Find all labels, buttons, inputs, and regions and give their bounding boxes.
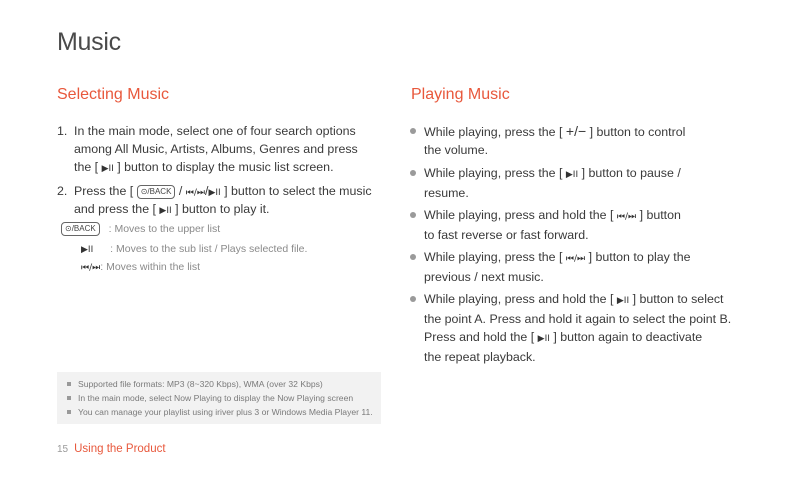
sub-item-back [61, 222, 220, 236]
item-text: resume. [424, 186, 469, 200]
step-2-number: 2. [57, 184, 68, 198]
item-text: ] button to select [632, 292, 724, 306]
slash: / [205, 184, 209, 198]
prev-next-icon: ⏮/⏭ [81, 263, 101, 273]
step-1-text-a: the [ [74, 160, 99, 174]
bullet-icon [410, 212, 416, 218]
sub-item-text: : Moves within the list [100, 261, 201, 273]
note-item [67, 407, 373, 417]
item-text: While playing, press the [ [424, 166, 563, 180]
step-2-text-b: ] button to select the music [224, 184, 372, 198]
section-heading-selecting-music: Selecting Music [57, 86, 170, 103]
play-pause-icon: ▶II [537, 334, 550, 344]
playing-list [410, 122, 755, 372]
item-text: ] button [639, 208, 681, 222]
item-text: the point A. Press and hold it again to select the point B. [424, 312, 732, 326]
item-text: ] button to pause / [581, 166, 681, 180]
prev-next-icon: ⏮/⏭ [616, 212, 637, 222]
plus-minus-icon: +/− [565, 123, 587, 139]
bullet-icon [410, 254, 416, 260]
item-text: ] button again to deactivate [553, 330, 703, 344]
item-text: While playing, press the [ [424, 250, 563, 264]
note-text: Supported file formats: MP3 (8~320 Kbps), WMA (over 32 Kbps) [78, 379, 323, 389]
square-bullet-icon [67, 382, 71, 386]
item-text: While playing, press and hold the [ [424, 292, 614, 306]
step-2-text-c: and press the [ [74, 202, 156, 216]
sub-item-play [81, 242, 307, 257]
prev-next-icon: ⏮/⏭ [565, 254, 586, 264]
item-text: While playing, press and hold the [ [424, 208, 614, 222]
step-1-text-b: ] button to display the music list screen. [117, 160, 334, 174]
step-1-number: 1. [57, 124, 68, 138]
bullet-icon [410, 296, 416, 302]
note-item [67, 379, 323, 389]
square-bullet-icon [67, 410, 71, 414]
page-title: Music [57, 28, 121, 56]
note-text: You can manage your playlist using iriver plus 3 or Windows Media Player 11. [78, 407, 373, 417]
note-item [67, 393, 353, 403]
slash: / [178, 184, 183, 198]
item-text: previous / next music. [424, 270, 544, 284]
play-pause-icon: ▶II [81, 245, 94, 255]
step-2-line-2 [74, 200, 269, 220]
play-pause-icon: ▶II [101, 164, 114, 174]
step-1-line-1: In the main mode, select one of four search options [74, 124, 356, 138]
play-pause-icon: ▶II [159, 206, 172, 216]
footer-section: Using the Product [74, 443, 166, 455]
item-text: the repeat playback. [424, 350, 536, 364]
sub-item-prev-next [81, 260, 200, 275]
page-number: 15 [57, 444, 69, 455]
play-pause-icon: ▶II [565, 170, 579, 180]
play-pause-icon: ▶II [616, 296, 630, 306]
item-text: to fast reverse or fast forward. [424, 228, 589, 242]
step-2-text-a: Press the [ [74, 184, 134, 198]
sub-item-text: : Moves to the upper list [108, 223, 221, 235]
playing-item-prev-next [410, 248, 754, 286]
sub-item-text: : Moves to the sub list / Plays selected file. [110, 243, 308, 255]
square-bullet-icon [67, 396, 71, 400]
bullet-icon [410, 170, 416, 176]
item-text: While playing, press the [ [424, 125, 563, 139]
playing-item-repeat [410, 290, 754, 366]
note-text: In the main mode, select Now Playing to display the Now Playing screen [78, 393, 354, 403]
bullet-icon [410, 128, 416, 134]
prev-next-icon: ⏮/⏭ [185, 188, 205, 198]
step-2-text-d: ] button to play it. [175, 202, 270, 216]
item-text: ] button to control [589, 125, 686, 139]
back-key-icon: ⊙/BACK [137, 185, 176, 199]
playing-item-seek [410, 206, 754, 244]
step-2-line-1 [74, 182, 372, 202]
notes-box [57, 372, 381, 424]
section-heading-playing-music: Playing Music [411, 86, 510, 103]
item-text: ] button to play the [588, 250, 691, 264]
step-1-line-3 [74, 158, 334, 178]
item-text: Press and hold the [ [424, 330, 535, 344]
playing-item-volume [410, 122, 754, 159]
play-pause-icon: ▶II [208, 188, 221, 198]
item-text: the volume. [424, 143, 489, 157]
page-footer [57, 443, 166, 455]
step-1-line-2: among All Music, Artists, Albums, Genres and press [74, 142, 358, 156]
back-key-icon: ⊙/BACK [61, 222, 100, 236]
playing-item-pause [410, 164, 754, 202]
selecting-steps [57, 122, 397, 282]
